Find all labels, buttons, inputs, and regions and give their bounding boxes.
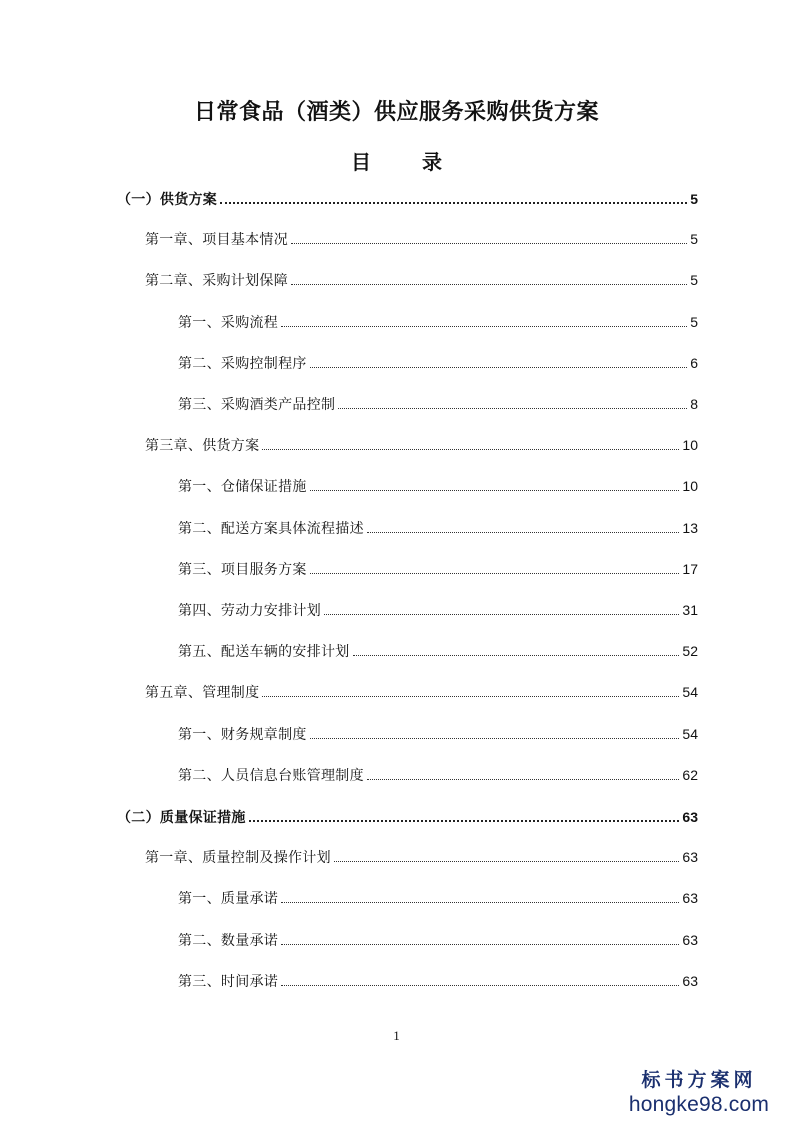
toc-dot-leader (324, 598, 679, 615)
toc-dot-leader (281, 928, 679, 945)
toc-entry-page: 62 (682, 767, 698, 783)
toc-entry[interactable] (178, 310, 698, 332)
toc-entry-page: 6 (690, 355, 698, 371)
toc-entry-title: 第一、仓储保证措施 (178, 479, 307, 495)
toc-entry-page: 5 (690, 231, 698, 247)
toc-entry-title: 第一、财务规章制度 (178, 727, 307, 743)
toc-entry-page: 63 (682, 973, 698, 989)
toc-entry[interactable] (178, 392, 698, 414)
toc-entry-page: 31 (682, 602, 698, 618)
toc-entry-page: 63 (682, 890, 698, 906)
toc-entry[interactable] (178, 886, 698, 908)
watermark-brand: 标书方案网 (641, 1069, 757, 1091)
watermark-logo (619, 1068, 779, 1118)
toc-entry-title: 第二、配送方案具体流程描述 (178, 521, 364, 537)
toc-entry[interactable] (145, 227, 698, 249)
toc-entry[interactable] (178, 928, 698, 950)
document-title: 日常食品（酒类）供应服务采购供货方案 (193, 100, 599, 125)
toc-entry-page: 8 (690, 396, 698, 412)
toc-entry[interactable] (178, 598, 698, 620)
toc-entry[interactable] (178, 722, 698, 744)
toc-dot-leader (367, 516, 680, 533)
toc-dot-leader (281, 310, 687, 327)
toc-dot-leader (367, 763, 680, 780)
toc-entry-page: 5 (690, 272, 698, 288)
toc-entry[interactable] (178, 969, 698, 991)
toc-entry-title: 第二、采购控制程序 (178, 356, 307, 372)
toc-dot-leader (281, 886, 679, 903)
toc-entry[interactable] (145, 433, 698, 455)
toc-entry-page: 5 (690, 191, 698, 207)
toc-entry[interactable] (178, 763, 698, 785)
toc-dot-leader (310, 351, 688, 368)
toc-entry-page: 10 (682, 437, 698, 453)
toc-entry[interactable] (178, 474, 698, 496)
toc-dot-leader (338, 392, 687, 409)
toc-entry-title: 第五章、管理制度 (145, 685, 260, 701)
watermark-url: hongke98.com (628, 1093, 770, 1116)
toc-entry-title: 第三章、供货方案 (145, 438, 260, 454)
toc-entry-title: 第四、劳动力安排计划 (178, 603, 321, 619)
toc-dot-leader (220, 186, 687, 204)
toc-entry-title: 第三、采购酒类产品控制 (178, 397, 336, 413)
toc-entry-title: 第一、采购流程 (178, 315, 279, 331)
toc-entry-page: 63 (682, 849, 698, 865)
toc-entry-title: （二）质量保证措施 (117, 810, 246, 826)
toc-entry-title: 第一章、项目基本情况 (145, 232, 288, 248)
toc-dot-leader (262, 433, 679, 450)
toc-dot-leader (249, 804, 680, 822)
toc-dot-leader (310, 557, 680, 574)
toc-dot-leader (291, 227, 687, 244)
toc-dot-leader (281, 969, 679, 986)
toc-entry[interactable] (145, 268, 698, 290)
toc-entry-page: 52 (682, 643, 698, 659)
toc-dot-leader (310, 722, 680, 739)
toc-entry-title: 第一章、质量控制及操作计划 (145, 850, 331, 866)
toc-entry-page: 54 (682, 684, 698, 700)
toc-entry-title: （一）供货方案 (117, 192, 218, 208)
toc-entry[interactable] (178, 516, 698, 538)
toc-dot-leader (262, 680, 679, 697)
toc-entry[interactable] (145, 845, 698, 867)
toc-entry-title: 第五、配送车辆的安排计划 (178, 644, 350, 660)
toc-entry[interactable] (117, 804, 698, 826)
toc-dot-leader (291, 268, 687, 285)
toc-entry-title: 第一、质量承诺 (178, 891, 279, 907)
toc-dot-leader (353, 639, 680, 656)
toc-entry-title: 第二、人员信息台账管理制度 (178, 768, 364, 784)
toc-entry-page: 13 (682, 520, 698, 536)
toc-heading: 目 录 (351, 150, 464, 174)
toc-entry[interactable] (145, 680, 698, 702)
toc-entry[interactable] (178, 351, 698, 373)
toc-entry-page: 54 (682, 726, 698, 742)
toc-entry-title: 第二章、采购计划保障 (145, 273, 288, 289)
toc-entry-title: 第二、数量承诺 (178, 933, 279, 949)
toc-entry-title: 第三、项目服务方案 (178, 562, 307, 578)
toc-entry-page: 10 (682, 478, 698, 494)
toc-entry-page: 63 (682, 809, 698, 825)
toc-entry-page: 17 (682, 561, 698, 577)
toc-entry-page: 5 (690, 314, 698, 330)
toc-entry-page: 63 (682, 932, 698, 948)
toc-entry[interactable] (178, 557, 698, 579)
toc-dot-leader (310, 474, 680, 491)
page-number: 1 (393, 1028, 400, 1043)
toc-dot-leader (334, 845, 680, 862)
toc-entry[interactable] (178, 639, 698, 661)
toc-entry-title: 第三、时间承诺 (178, 974, 279, 990)
toc-entry[interactable] (117, 186, 698, 208)
